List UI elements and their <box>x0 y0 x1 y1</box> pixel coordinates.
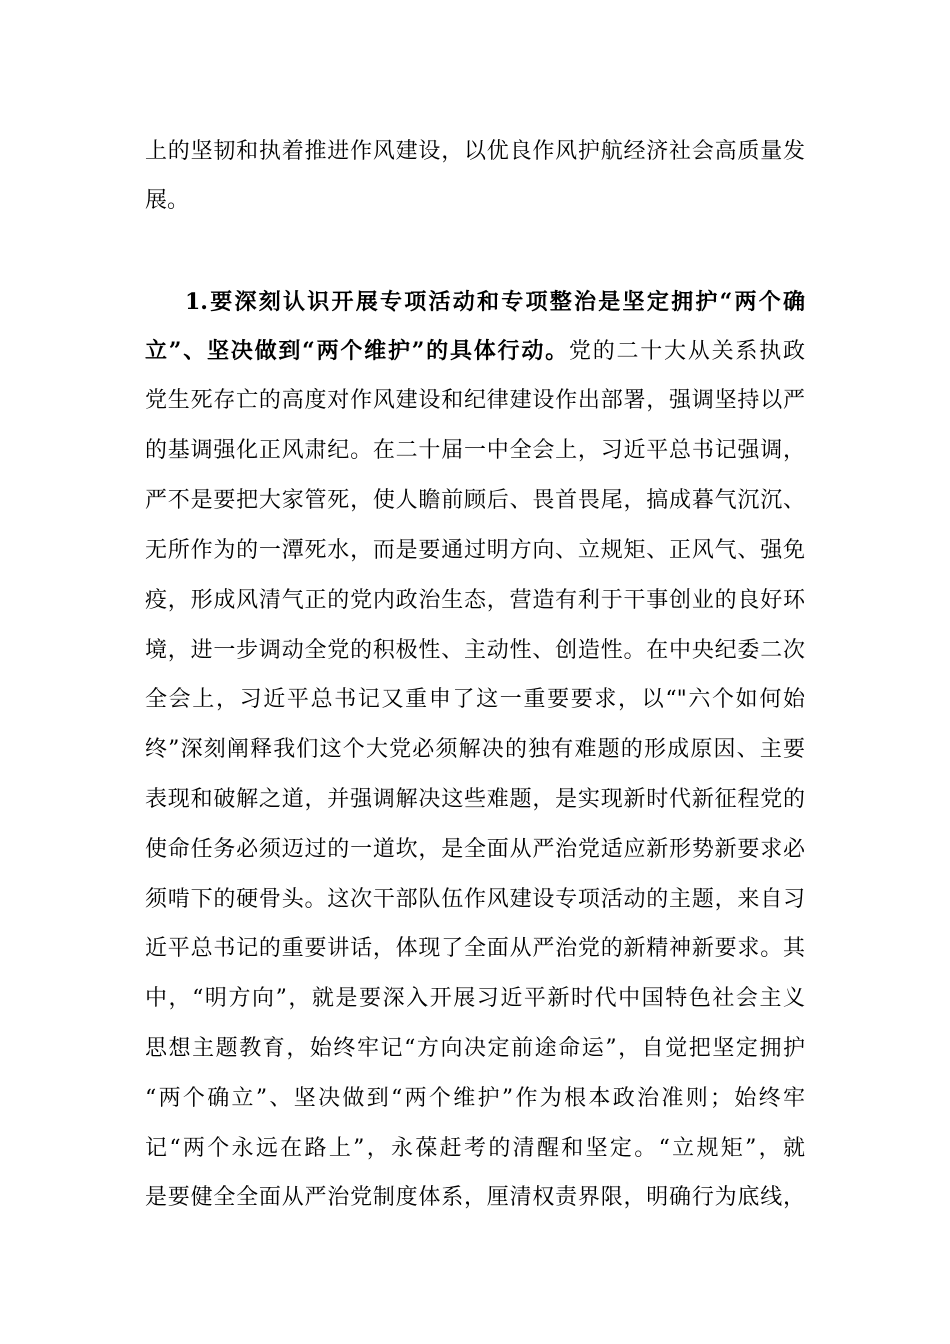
body-text-line: 中，“明方向”，就是要深入开展习近平新时代中国特色社会主义 <box>145 986 805 1011</box>
section-heading-text: 1.要深刻认识开展专项活动和专项整治是坚定拥护“两个确 <box>185 289 805 315</box>
section-heading-line <box>185 282 805 322</box>
body-text-line: 全会上，习近平总书记又重申了这一重要要求，以“"六个如何始 <box>145 687 805 712</box>
body-text-line: 境，进一步调动全党的积极性、主动性、创造性。在中央纪委二次 <box>145 638 805 663</box>
body-text-line: 终”深刻阐释我们这个大党必须解决的独有难题的形成原因、主要 <box>145 737 805 762</box>
body-text-line: 须啃下的硬骨头。这次干部队伍作风建设专项活动的主题，来自习 <box>145 887 805 912</box>
body-text-line: 是要健全全面从严治党制度体系，厘清权责界限，明确行为底线， <box>145 1185 805 1210</box>
body-text-line: 近平总书记的重要讲话，体现了全面从严治党的新精神新要求。其 <box>145 936 805 961</box>
body-text-line: 无所作为的一潭死水，而是要通过明方向、立规矩、正风气、强免 <box>145 538 805 563</box>
body-text-line: 表现和破解之道，并强调解决这些难题，是实现新时代新征程党的 <box>145 787 805 812</box>
section-heading-line <box>145 331 805 371</box>
body-text-line: 的基调强化正风肃纪。在二十届一中全会上，习近平总书记强调， <box>145 438 805 463</box>
section-heading-text: 立”、坚决做到“两个维护”的具体行动。 <box>145 338 569 364</box>
body-text-line: 使命任务必须迈过的一道坎，是全面从严治党适应新形势新要求必 <box>145 837 805 862</box>
body-text-line: 严不是要把大家管死，使人瞻前顾后、畏首畏尾，搞成暮气沉沉、 <box>145 488 805 513</box>
body-text-line: 思想主题教育，始终牢记“方向决定前途命运”，自觉把坚定拥护 <box>145 1036 805 1061</box>
body-text-line: “两个确立”、坚决做到“两个维护”作为根本政治准则；始终牢 <box>145 1086 805 1111</box>
body-text-line: 疫，形成风清气正的党内政治生态，营造有利于干事创业的良好环 <box>145 588 805 613</box>
body-text-span: 党的二十大从关系执政 <box>568 339 805 364</box>
body-text-line: 记“两个永远在路上”，永葆赶考的清醒和坚定。“立规矩”，就 <box>145 1136 805 1161</box>
body-text-line: 展。 <box>145 188 190 213</box>
body-text-line: 党生死存亡的高度对作风建设和纪律建设作出部署，强调坚持以严 <box>145 388 805 413</box>
body-text-line: 上的坚韧和执着推进作风建设，以优良作风护航经济社会高质量发 <box>145 139 805 164</box>
